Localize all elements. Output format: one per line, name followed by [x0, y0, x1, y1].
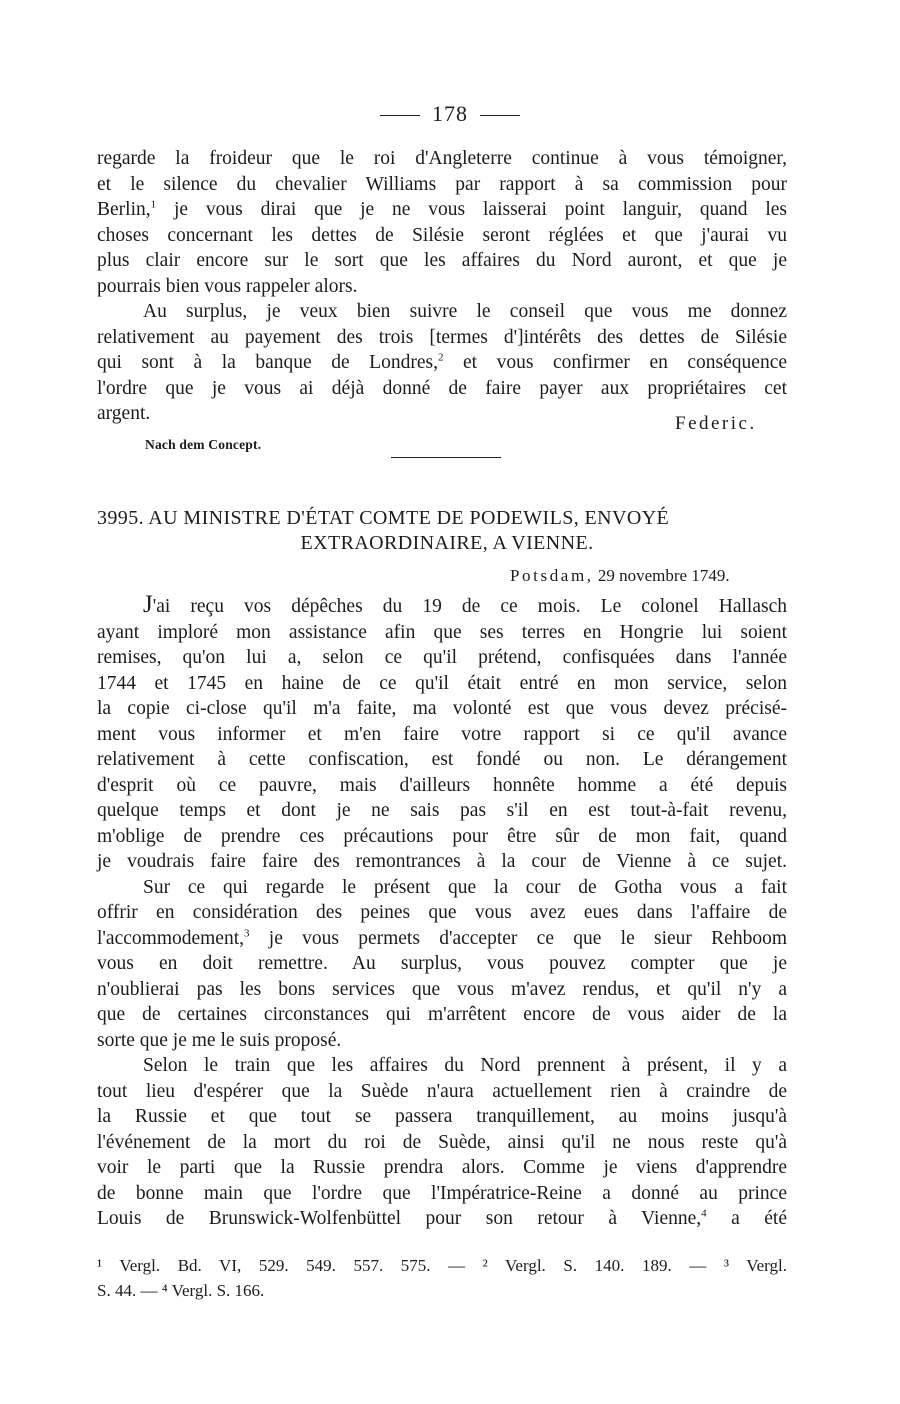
text-line: la Russie et que tout se passera tranquillement, au moins jusqu'à	[97, 1106, 787, 1127]
text-line: choses concernant les dettes de Silésie seront réglées et que j'aurai vu	[97, 224, 787, 246]
text-line: plus clair encore sur le sort que les affaires du Nord auront, et que je	[97, 250, 787, 271]
text-line: de bonne main que l'ordre que l'Impératrice-Reine a donné au prince	[97, 1182, 787, 1204]
previous-letter-ending	[97, 146, 787, 427]
text-fragment: je vous dirai que je ne vous laisserai point languir, quand les	[156, 199, 787, 220]
text-fragment: qui sont à la banque de Londres,	[97, 352, 438, 373]
footnote-line: ¹ Vergl. Bd. VI, 529. 549. 557. 575. — ² Vergl. S. 140. 189. — ³ Vergl.	[97, 1256, 787, 1275]
page-number-text: 178	[432, 101, 468, 126]
text-line: tout lieu d'espérer que la Suède n'aura actuellement rien à craindre de	[97, 1080, 787, 1102]
text-fragment: Berlin,	[97, 199, 151, 220]
text-line: et le silence du chevalier Williams par rapport à sa commission pour	[97, 173, 787, 195]
text-fragment: je vous permets d'accepter ce que le sieur Rehboom	[249, 927, 787, 949]
text-line: ment vous informer et m'en faire votre rapport si ce qu'il avance	[97, 723, 787, 745]
text-fragment: a été	[706, 1208, 787, 1229]
text-line: argent.	[97, 403, 151, 424]
page-number-dash-right	[480, 115, 520, 116]
text-fragment: et vous confirmer en conséquence	[443, 352, 788, 373]
text-line: m'oblige de prendre ces précautions pour être sûr de mon fait, quand	[97, 825, 787, 847]
text-line: voir le parti que la Russie prendra alors. Comme je viens d'apprendre	[97, 1157, 787, 1178]
letter-heading-line-1	[97, 507, 669, 530]
text-line: pourrais bien vous rappeler alors.	[97, 275, 358, 297]
text-line: relativement à cette confiscation, est fondé ou non. Le dérangement	[97, 749, 787, 770]
text-line: Sur ce qui regarde le présent que la cour de Gotha vous a fait	[143, 876, 787, 898]
text-line	[97, 926, 787, 952]
letter-body	[97, 591, 787, 1232]
text-line: ayant imploré mon assistance afin que ses terres en Hongrie lui soient	[97, 621, 787, 643]
text-fragment: 'ai reçu vos dépêches du 19 de ce mois. Le colonel Hallasch	[152, 596, 787, 617]
text-fragment: Louis de Brunswick-Wolfenbüttel pour son retour à Vienne,	[97, 1208, 702, 1229]
dateline	[510, 566, 730, 586]
letter-recipient: AU MINISTRE D'ÉTAT COMTE DE PODEWILS, ENVOYÉ	[148, 507, 670, 529]
text-line: Au surplus, je veux bien suivre le conseil que vous me donnez	[143, 301, 787, 322]
text-line: que de certaines circonstances qui m'arrêtent encore de vous aider de la	[97, 1004, 787, 1025]
footnote-ref-3: 3	[244, 927, 250, 939]
page-number	[0, 101, 900, 127]
initial-letter: J	[143, 591, 153, 618]
footnotes	[97, 1253, 787, 1303]
letter-heading-line-2: EXTRAORDINAIRE, A VIENNE.	[300, 532, 594, 554]
page-number-dash-left	[380, 115, 420, 116]
text-line: remises, qu'on lui a, selon ce qu'il prétend, confisquées dans l'année	[97, 647, 787, 668]
section-divider	[391, 457, 501, 458]
text-line	[97, 1206, 787, 1232]
signature: Federic.	[675, 413, 757, 434]
text-line: d'esprit où ce pauvre, mais d'ailleurs honnête homme a été depuis	[97, 774, 787, 796]
text-line: vous en doit remettre. Au surplus, vous pouvez compter que je	[97, 953, 787, 974]
text-line: n'oublierai pas les bons services que vous m'avez rendus, et qu'il n'y a	[97, 978, 787, 1000]
footnote-ref-2: 2	[437, 351, 444, 364]
text-line: regarde la froideur que le roi d'Angleterre continue à vous témoigner,	[97, 148, 787, 169]
text-line: sorte que je me le suis proposé.	[97, 1029, 342, 1051]
text-line: offrir en considération des peines que vous avez eues dans l'affaire de	[97, 902, 787, 923]
text-line	[97, 591, 787, 620]
text-line	[97, 350, 787, 376]
footnote-ref-1: 1	[150, 198, 157, 211]
dateline-place: Potsdam,	[510, 566, 594, 585]
text-line: la copie ci-close qu'il m'a faite, ma volonté est que vous devez précisé-	[97, 698, 787, 719]
footnote-line: S. 44. — ⁴ Vergl. S. 166.	[97, 1281, 265, 1300]
text-line: Selon le train que les affaires du Nord prennent à présent, il y a	[143, 1055, 787, 1076]
text-line	[97, 197, 787, 223]
text-line: je voudrais faire faire des remontrances à la cour de Vienne à ce sujet.	[97, 851, 787, 872]
letter-number: 3995.	[97, 507, 144, 529]
text-line: l'événement de la mort du roi de Suède, ainsi qu'il ne nous reste qu'à	[97, 1131, 787, 1153]
footnote-ref-4: 4	[701, 1207, 707, 1220]
text-fragment: l'accommodement,	[97, 927, 245, 949]
text-line: relativement au payement des trois [termes d']intérêts des dettes de Silésie	[97, 326, 787, 348]
source-note: Nach dem Concept.	[145, 437, 262, 452]
text-line: quelque temps et dont je ne sais pas s'il en est tout-à-fait revenu,	[97, 800, 787, 821]
text-line: l'ordre que je vous ai déjà donné de faire payer aux propriétaires cet	[97, 377, 787, 399]
dateline-date: 29 novembre 1749.	[593, 566, 730, 585]
text-line: 1744 et 1745 en haine de ce qu'il était entré en mon service, selon	[97, 672, 787, 694]
